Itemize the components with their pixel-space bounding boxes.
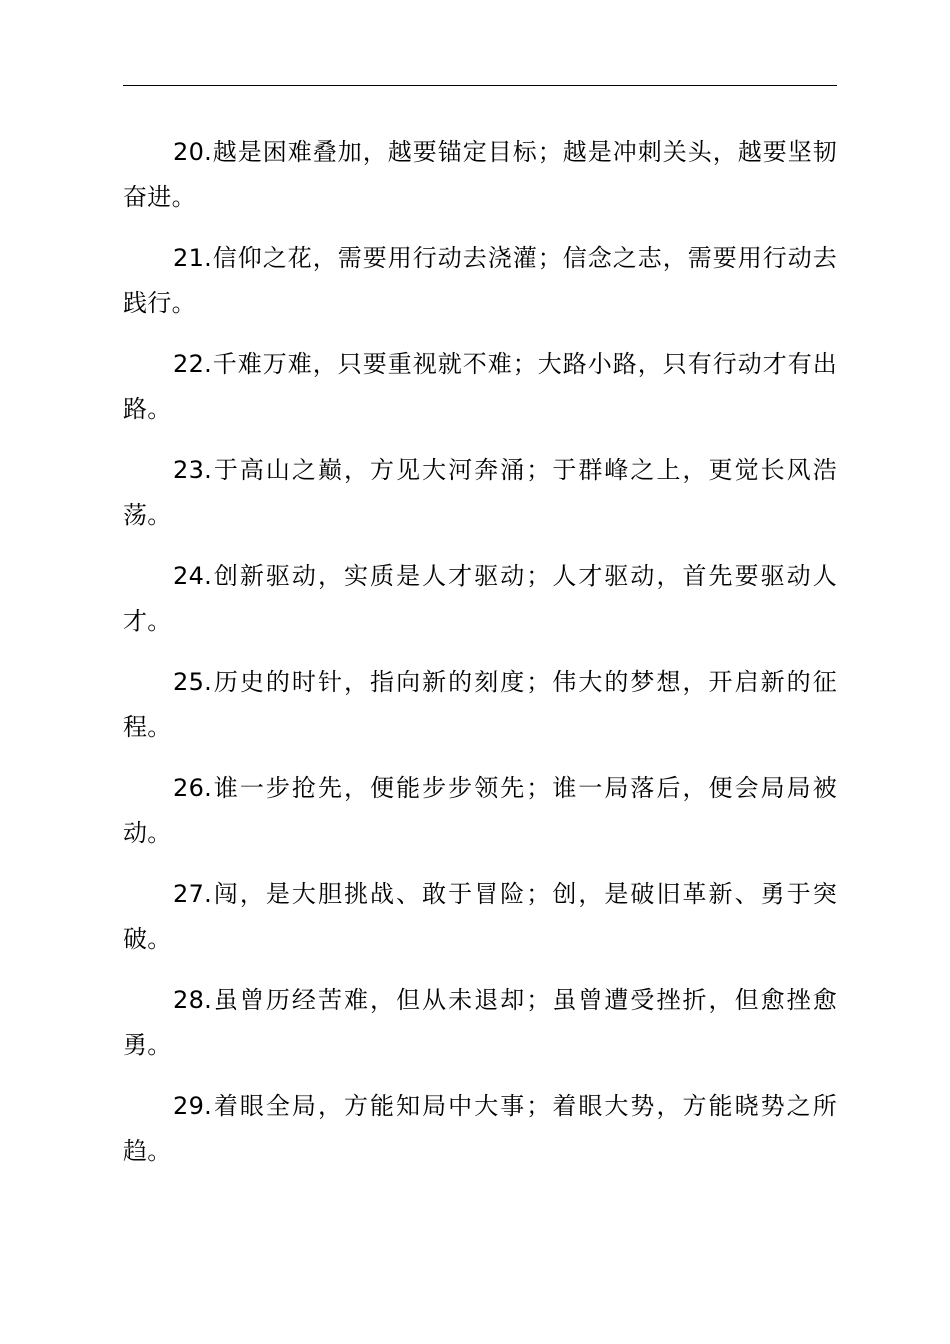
- paragraph-text: 着眼全局，方能知局中大事；着眼大势，方能晓势之所趋。: [123, 1092, 837, 1165]
- paragraph-23: [123, 448, 837, 538]
- paragraph-text: 谁一步抢先，便能步步领先；谁一局落后，便会局局被动。: [123, 774, 837, 847]
- paragraph-27: [123, 872, 837, 962]
- paragraph-text: 创新驱动，实质是人才驱动；人才驱动，首先要驱动人才。: [123, 562, 837, 635]
- paragraph-20: [123, 130, 837, 220]
- paragraph-number: 28.: [173, 986, 213, 1014]
- document-body: [123, 130, 837, 1190]
- paragraph-number: 20.: [173, 138, 213, 166]
- paragraph-text: 于高山之巅，方见大河奔涌；于群峰之上，更觉长风浩荡。: [123, 456, 837, 529]
- paragraph-26: [123, 766, 837, 856]
- paragraph-21: [123, 236, 837, 326]
- paragraph-number: 25.: [173, 668, 213, 696]
- paragraph-number: 26.: [173, 774, 213, 802]
- paragraph-text: 虽曾历经苦难，但从未退却；虽曾遭受挫折，但愈挫愈勇。: [123, 986, 837, 1059]
- paragraph-number: 22.: [173, 350, 213, 378]
- paragraph-24: [123, 554, 837, 644]
- paragraph-number: 21.: [173, 244, 213, 272]
- paragraph-29: [123, 1084, 837, 1174]
- paragraph-text: 越是困难叠加，越要锚定目标；越是冲刺关头，越要坚韧奋进。: [123, 138, 837, 211]
- paragraph-25: [123, 660, 837, 750]
- paragraph-text: 千难万难，只要重视就不难；大路小路，只有行动才有出路。: [123, 350, 837, 423]
- header-rule: [123, 85, 837, 86]
- paragraph-number: 29.: [173, 1092, 213, 1120]
- paragraph-number: 27.: [173, 880, 213, 908]
- paragraph-text: 历史的时针，指向新的刻度；伟大的梦想，开启新的征程。: [123, 668, 837, 741]
- paragraph-text: 信仰之花，需要用行动去浇灌；信念之志，需要用行动去践行。: [123, 244, 837, 317]
- paragraph-28: [123, 978, 837, 1068]
- paragraph-22: [123, 342, 837, 432]
- paragraph-number: 23.: [173, 456, 213, 484]
- paragraph-number: 24.: [173, 562, 213, 590]
- paragraph-text: 闯，是大胆挑战、敢于冒险；创，是破旧革新、勇于突破。: [123, 880, 837, 953]
